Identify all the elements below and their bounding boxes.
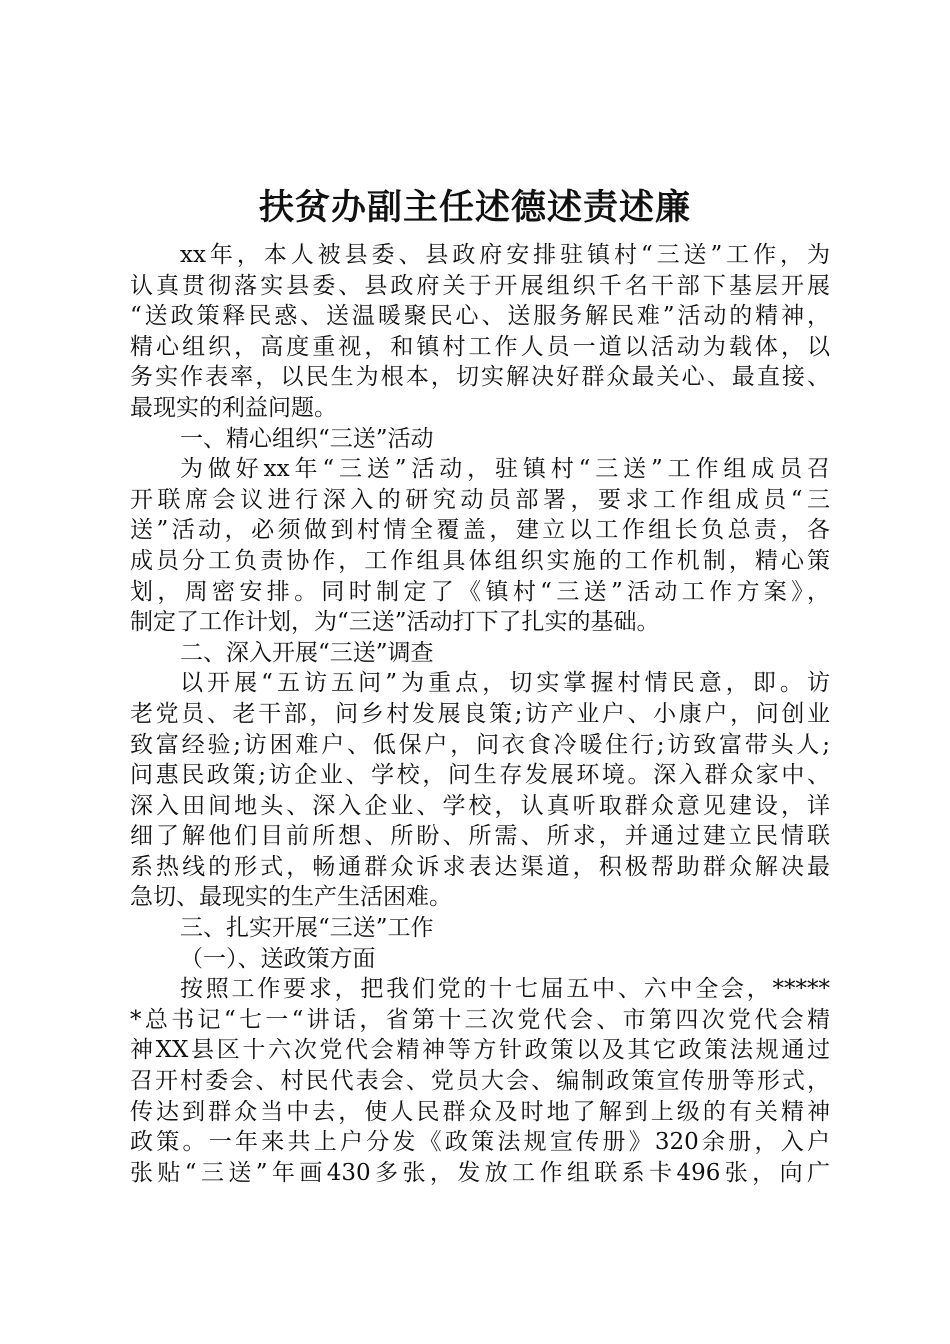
body-line: 致富经验;访困难户、低保户，问衣食冷暖住行;访致富带头人; xyxy=(130,731,830,758)
body-line: “送政策释民惑、送温暖聚民心、送服务解民难”活动的精神， xyxy=(130,303,830,330)
document-body xyxy=(130,240,830,1188)
body-line: *总书记“七一“讲话，省第十三次党代会、市第四次党代会精 xyxy=(130,1006,830,1033)
body-line: 细了解他们目前所想、所盼、所需、所求，并通过建立民情联 xyxy=(130,823,830,850)
section-heading: 一、精心组织“三送”活动 xyxy=(180,425,434,452)
body-line: 按照工作要求，把我们党的十七届五中、六中全会，***** xyxy=(180,976,830,1003)
body-line: 制定了工作计划，为“三送”活动打下了扎实的基础。 xyxy=(130,609,660,636)
body-line: 精心组织，高度重视，和镇村工作人员一道以活动为载体，以 xyxy=(130,333,830,360)
body-line: 以开展“五访五问”为重点，切实掌握村情民意，即。访 xyxy=(180,670,830,697)
subsection-heading: （一）、送政策方面 xyxy=(180,945,376,972)
body-line: 务实作表率，以民生为根本，切实解决好群众最关心、最直接、 xyxy=(130,364,830,391)
body-line: 老党员、老干部，问乡村发展良策;访产业户、小康户，问创业 xyxy=(130,700,830,727)
body-line: 问惠民政策;访企业、学校，问生存发展环境。深入群众家中、 xyxy=(130,762,830,789)
body-line: 张贴“三送”年画430多张，发放工作组联系卡496张，向广 xyxy=(130,1159,830,1186)
body-line: 政策。一年来共上户分发《政策法规宣传册》320余册，入户 xyxy=(130,1129,830,1156)
body-line: 系热线的形式，畅通群众诉求表达渠道，积极帮助群众解决最 xyxy=(130,853,830,880)
body-line: xx年，本人被县委、县政府安排驻镇村“三送”工作，为 xyxy=(180,242,830,268)
body-line: 神XX县区十六次党代会精神等方针政策以及其它政策法规通过 xyxy=(130,1037,830,1064)
body-line: 深入田间地头、深入企业、学校，认真听取群众意见建设，详 xyxy=(130,792,830,819)
body-line: 送”活动，必须做到村情全覆盖，建立以工作组长负总责，各 xyxy=(130,517,830,544)
body-line: 为做好xx年“三送”活动，驻镇村“三送”工作组成员召 xyxy=(180,456,830,483)
document-title: 扶贫办副主任述德述责述廉 xyxy=(258,188,691,228)
body-line: 传达到群众当中去，使人民群众及时地了解到上级的有关精神 xyxy=(130,1098,830,1125)
section-heading: 二、深入开展“三送”调查 xyxy=(180,639,434,666)
body-line: 召开村委会、村民代表会、党员大会、编制政策宣传册等形式， xyxy=(130,1068,830,1095)
body-line: 最现实的利益问题。 xyxy=(130,394,337,421)
body-line: 认真贯彻落实县委、县政府关于开展组织千名干部下基层开展 xyxy=(130,272,830,299)
body-line: 划，周密安排。同时制定了《镇村“三送”活动工作方案》， xyxy=(130,578,830,605)
body-line: 成员分工负责协作，工作组具体组织实施的工作机制，精心策 xyxy=(130,547,830,574)
body-line: 急切、最现实的生产生活困难。 xyxy=(130,884,452,911)
section-heading: 三、扎实开展“三送”工作 xyxy=(180,915,434,942)
body-line: 开联席会议进行深入的研究动员部署，要求工作组成员“三 xyxy=(130,486,830,513)
